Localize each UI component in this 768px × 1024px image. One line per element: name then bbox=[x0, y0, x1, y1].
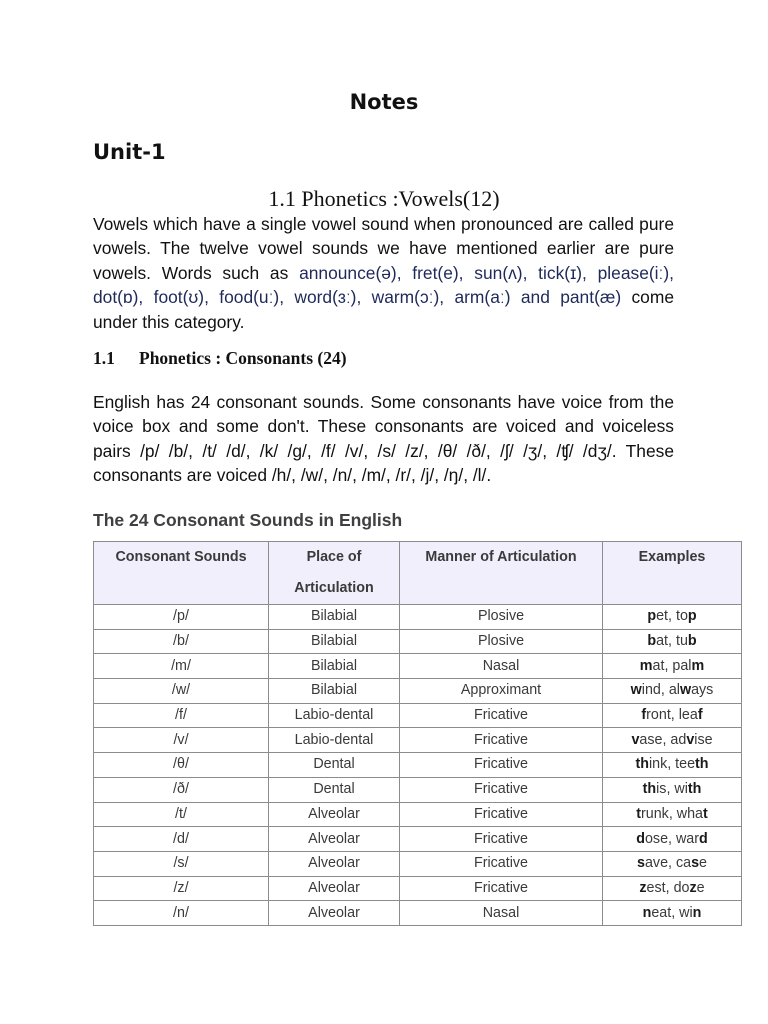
consonants-heading-number: 1.1 bbox=[93, 348, 115, 368]
example-highlight: w bbox=[679, 682, 692, 699]
example-highlight: b bbox=[647, 633, 657, 650]
table-row bbox=[94, 654, 742, 679]
example-text: e bbox=[699, 855, 707, 872]
cell-manner: Fricative bbox=[400, 728, 603, 753]
cell-manner: Plosive bbox=[400, 605, 603, 630]
table-row bbox=[94, 753, 742, 778]
cell-examples bbox=[603, 901, 742, 926]
cell-examples bbox=[603, 851, 742, 876]
cell-manner: Fricative bbox=[400, 777, 603, 802]
example-highlight: s bbox=[691, 855, 700, 872]
table-row bbox=[94, 802, 742, 827]
table-header-row bbox=[94, 542, 742, 605]
cell-sound: /d/ bbox=[94, 827, 269, 852]
table-row bbox=[94, 605, 742, 630]
cell-sound: /ð/ bbox=[94, 777, 269, 802]
example-text: est bbox=[646, 879, 666, 896]
cell-manner: Fricative bbox=[400, 703, 603, 728]
example-text: ase bbox=[639, 731, 663, 748]
cell-place: Alveolar bbox=[269, 876, 400, 901]
example-highlight: v bbox=[686, 731, 695, 748]
example-highlight: n bbox=[692, 904, 702, 921]
example-highlight: th bbox=[695, 756, 709, 773]
cell-examples bbox=[603, 777, 742, 802]
example-text: ink bbox=[648, 756, 668, 773]
example-highlight: m bbox=[639, 657, 653, 674]
example-text: , al bbox=[660, 682, 680, 699]
cell-sound: /w/ bbox=[94, 679, 269, 704]
table-row bbox=[94, 703, 742, 728]
vowels-paragraph-intro: Vowels which have a single vowel sound when pronounced are called pure vowels. The twelve vowel sounds we have mentioned earlier are pure vowels. Words such as bbox=[93, 214, 674, 283]
example-highlight: d bbox=[699, 830, 708, 847]
cell-manner: Fricative bbox=[400, 827, 603, 852]
example-text: eat bbox=[651, 904, 672, 921]
consonants-paragraph: English has 24 consonant sounds. Some consonants have voice from the voice box and some don't. These consonants are voiced and voiceless pairs /p/ /b/, /t/ /d/, /k/ /g/, /f/ /v/, /s/ /z/, /θ/ /ð/, /ʃ/ /ʒ/, /ʧ/ /dʒ/. These consonants are voiced /h/, /w/, /n/, /m/, /r/, /j/, /ŋ/, /l/. bbox=[93, 392, 674, 486]
example-highlight: w bbox=[630, 682, 642, 699]
cell-place: Bilabial bbox=[269, 605, 400, 630]
cell-examples bbox=[603, 654, 742, 679]
example-highlight: d bbox=[636, 830, 645, 847]
cell-manner: Plosive bbox=[400, 629, 603, 654]
cell-manner: Fricative bbox=[400, 876, 603, 901]
cell-sound: /v/ bbox=[94, 728, 269, 753]
table-body bbox=[94, 605, 742, 926]
example-text: , wi bbox=[666, 781, 688, 798]
cell-place: Labio-dental bbox=[269, 728, 400, 753]
table-row bbox=[94, 777, 742, 802]
cell-examples bbox=[603, 876, 742, 901]
example-highlight: th bbox=[635, 756, 649, 773]
example-text: , ad bbox=[662, 731, 687, 748]
example-text: ind bbox=[641, 682, 661, 699]
cell-manner: Nasal bbox=[400, 901, 603, 926]
table-row bbox=[94, 728, 742, 753]
table-title: The 24 Consonant Sounds in English bbox=[93, 510, 403, 530]
example-highlight: v bbox=[631, 731, 640, 748]
example-highlight: m bbox=[691, 657, 705, 674]
cell-sound: /s/ bbox=[94, 851, 269, 876]
cell-sound: /z/ bbox=[94, 876, 269, 901]
table-row bbox=[94, 679, 742, 704]
cell-manner: Approximant bbox=[400, 679, 603, 704]
example-text: , to bbox=[668, 608, 688, 625]
example-text: , pal bbox=[664, 657, 692, 674]
example-text: , tu bbox=[668, 633, 688, 650]
cell-manner: Fricative bbox=[400, 851, 603, 876]
example-highlight: s bbox=[637, 855, 645, 872]
table-row bbox=[94, 876, 742, 901]
cell-examples bbox=[603, 703, 742, 728]
example-highlight: z bbox=[689, 879, 697, 896]
example-text: e bbox=[696, 879, 705, 896]
example-highlight: f bbox=[641, 707, 647, 724]
cell-sound: /m/ bbox=[94, 654, 269, 679]
example-text: ose bbox=[644, 830, 669, 847]
cell-place: Alveolar bbox=[269, 802, 400, 827]
example-text: ise bbox=[694, 731, 713, 748]
cell-place: Alveolar bbox=[269, 901, 400, 926]
example-text: , do bbox=[665, 879, 690, 896]
cell-examples bbox=[603, 802, 742, 827]
example-highlight: p bbox=[687, 608, 697, 625]
example-text: , tee bbox=[667, 756, 696, 773]
example-text: is bbox=[656, 781, 667, 798]
header-manner: Manner of Articulation bbox=[400, 542, 603, 605]
example-highlight: p bbox=[647, 608, 657, 625]
example-highlight: t bbox=[702, 805, 708, 822]
cell-place: Dental bbox=[269, 777, 400, 802]
cell-examples bbox=[603, 679, 742, 704]
cell-sound: /n/ bbox=[94, 901, 269, 926]
cell-place: Bilabial bbox=[269, 629, 400, 654]
vowel-examples: announce(ə), fret(e), sun(ʌ), tick(ɪ), please(iː), dot(ɒ), foot(ʊ), food(uː), word(ɜː), warm(ɔː), arm(aː) and pant(æ) bbox=[93, 262, 674, 308]
cell-sound: /p/ bbox=[94, 605, 269, 630]
cell-place: Bilabial bbox=[269, 654, 400, 679]
example-text: et bbox=[656, 608, 669, 625]
page-title: Notes bbox=[349, 90, 419, 114]
unit-title: Unit-1 bbox=[93, 140, 166, 164]
vowels-heading: 1.1 Phonetics :Vowels(12) bbox=[268, 186, 500, 211]
example-highlight: f bbox=[697, 707, 703, 724]
cell-manner: Fricative bbox=[400, 753, 603, 778]
cell-place: Labio-dental bbox=[269, 703, 400, 728]
header-examples: Examples bbox=[603, 542, 742, 605]
consonant-table bbox=[93, 541, 742, 926]
consonants-heading-text: Phonetics : Consonants (24) bbox=[139, 348, 347, 368]
cell-sound: /t/ bbox=[94, 802, 269, 827]
cell-examples bbox=[603, 827, 742, 852]
cell-sound: /b/ bbox=[94, 629, 269, 654]
table-row bbox=[94, 827, 742, 852]
cell-examples bbox=[603, 728, 742, 753]
example-text: , wha bbox=[668, 805, 703, 822]
example-text: , lea bbox=[670, 707, 698, 724]
example-text: ront bbox=[646, 707, 671, 724]
table-row bbox=[94, 629, 742, 654]
example-text: runk bbox=[641, 805, 669, 822]
example-highlight: z bbox=[639, 879, 647, 896]
cell-place: Bilabial bbox=[269, 679, 400, 704]
consonants-heading bbox=[93, 348, 347, 369]
cell-manner: Fricative bbox=[400, 802, 603, 827]
vowels-paragraph bbox=[93, 212, 674, 334]
cell-place: Alveolar bbox=[269, 827, 400, 852]
vowels-paragraph-end: come under this category. bbox=[93, 287, 675, 332]
cell-place: Dental bbox=[269, 753, 400, 778]
cell-sound: /f/ bbox=[94, 703, 269, 728]
cell-examples bbox=[603, 753, 742, 778]
cell-examples bbox=[603, 629, 742, 654]
example-highlight: t bbox=[636, 805, 641, 822]
header-place: Place of Articulation bbox=[269, 542, 400, 605]
example-highlight: b bbox=[687, 633, 697, 650]
cell-examples bbox=[603, 605, 742, 630]
example-text: , war bbox=[668, 830, 700, 847]
example-text: ave bbox=[644, 855, 669, 872]
example-text: ays bbox=[691, 682, 714, 699]
example-highlight: th bbox=[642, 781, 657, 798]
cell-place: Alveolar bbox=[269, 851, 400, 876]
example-highlight: th bbox=[687, 781, 702, 798]
example-text: , wi bbox=[671, 904, 693, 921]
cell-manner: Nasal bbox=[400, 654, 603, 679]
example-text: , ca bbox=[668, 855, 692, 872]
example-highlight: n bbox=[642, 904, 652, 921]
table-row bbox=[94, 901, 742, 926]
header-consonant-sounds: Consonant Sounds bbox=[94, 542, 269, 605]
example-text: at bbox=[652, 657, 665, 674]
example-text: at bbox=[656, 633, 669, 650]
cell-sound: /θ/ bbox=[94, 753, 269, 778]
table-row bbox=[94, 851, 742, 876]
